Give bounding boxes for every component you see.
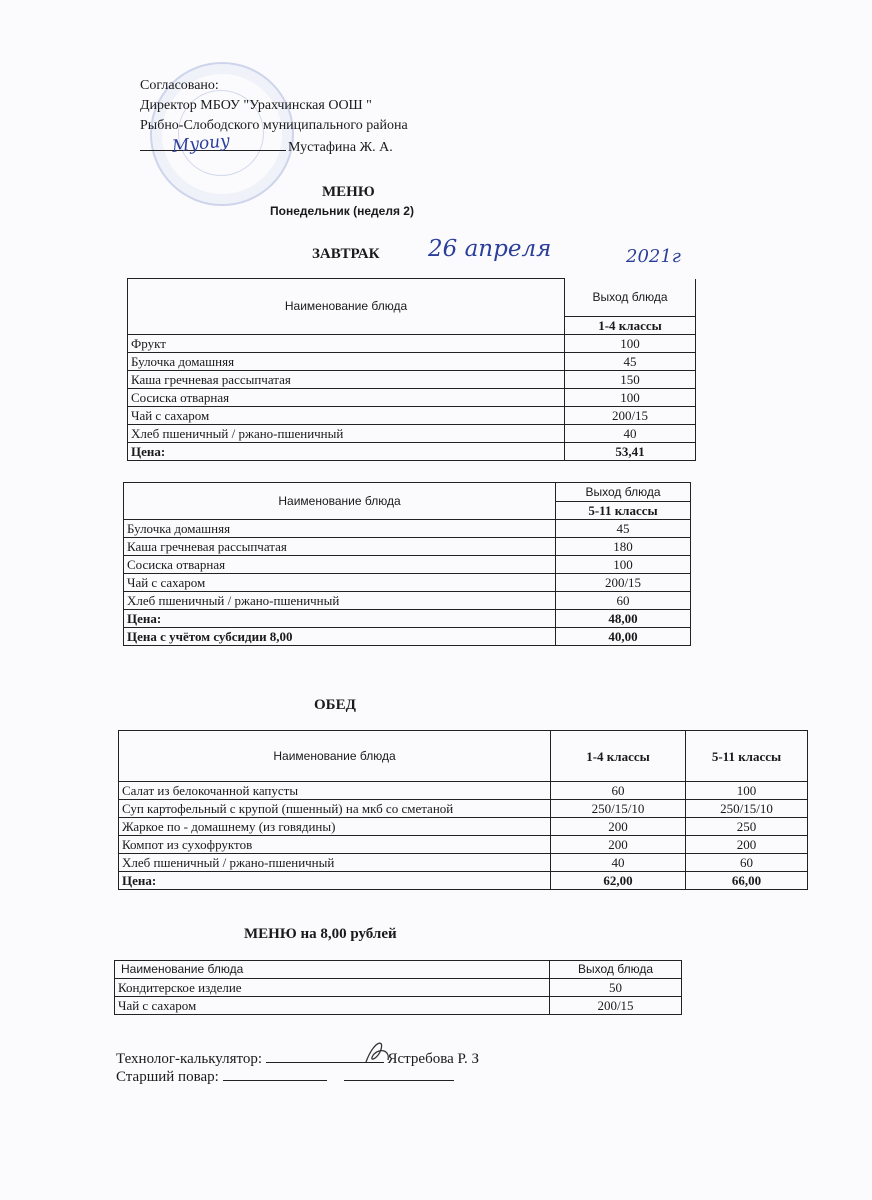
lunch-table xyxy=(118,730,808,890)
approval-title: Согласовано: xyxy=(140,78,219,93)
col-header-dish: Наименование блюда xyxy=(119,731,551,782)
table-row: Сосиска отварная 100 xyxy=(128,389,696,407)
menu8-heading: МЕНЮ на 8,00 рублей xyxy=(244,926,397,942)
approval-district: Рыбно-Слободского муниципального района xyxy=(140,118,408,133)
table-row: Булочка домашняя 45 xyxy=(124,520,691,538)
table-row: Кондитерское изделие 50 xyxy=(115,979,682,997)
technologist-signature-icon xyxy=(360,1036,396,1068)
table-row: Чай с сахаром 200/15 xyxy=(115,997,682,1015)
table-row: Фрукт 100 xyxy=(128,335,696,353)
table-row: Хлеб пшеничный / ржано-пшеничный 40 60 xyxy=(119,854,808,872)
table-row: Чай с сахаром 200/15 xyxy=(128,407,696,425)
table-row: Компот из сухофруктов 200 200 xyxy=(119,836,808,854)
breakfast-table-5-11 xyxy=(123,482,691,646)
director-name: Мустафина Ж. А. xyxy=(288,140,393,155)
table-row-price: Цена: 53,41 xyxy=(128,443,696,461)
col-header-dish: Наименование блюда xyxy=(128,279,565,335)
breakfast-heading: ЗАВТРАК xyxy=(312,246,380,262)
table-row-subsidy: Цена с учётом субсидии 8,00 40,00 xyxy=(124,628,691,646)
technologist-name: Ястребова Р. З xyxy=(387,1051,479,1067)
table-row: Булочка домашняя 45 xyxy=(128,353,696,371)
breakfast-table-1-4 xyxy=(127,278,696,461)
col-header-yield: Выход блюда xyxy=(550,961,682,979)
col-header-yield: Выход блюда xyxy=(556,483,691,502)
lunch-heading: ОБЕД xyxy=(314,697,356,713)
menu8-table xyxy=(114,960,682,1015)
price-value: 40,00 xyxy=(556,628,691,646)
menu-title: МЕНЮ xyxy=(322,184,375,200)
col-header-dish: Наименование блюда xyxy=(115,961,550,979)
col-header-1-4: 1-4 классы xyxy=(551,731,686,782)
table-row-price: Цена: 62,00 66,00 xyxy=(119,872,808,890)
table-row: Хлеб пшеничный / ржано-пшеничный 40 xyxy=(128,425,696,443)
director-signature: Myouy xyxy=(171,131,231,157)
table-row: Сосиска отварная 100 xyxy=(124,556,691,574)
table-row: Каша гречневая рассыпчатая 150 xyxy=(128,371,696,389)
table-row: Суп картофельный с крупой (пшенный) на мкб со сметаной 250/15/10 250/15/10 xyxy=(119,800,808,818)
table-row: Каша гречневая рассыпчатая 180 xyxy=(124,538,691,556)
price-value: 53,41 xyxy=(565,443,696,461)
table-row: Хлеб пшеничный / ржано-пшеничный 60 xyxy=(124,592,691,610)
price-value-5-11: 66,00 xyxy=(686,872,808,890)
table-row: Чай с сахаром 200/15 xyxy=(124,574,691,592)
chef-line xyxy=(116,1068,454,1086)
technologist-label: Технолог-калькулятор: xyxy=(116,1051,263,1067)
col-header-yield: Выход блюда xyxy=(565,279,696,317)
chef-name-line xyxy=(344,1068,454,1081)
table-row: Жаркое по - домашнему (из говядины) 200 250 xyxy=(119,818,808,836)
menu-subtitle: Понедельник (неделя 2) xyxy=(270,204,414,218)
col-header-dish: Наименование блюда xyxy=(124,483,556,520)
handwritten-year: 2021г xyxy=(626,246,681,267)
table-row: Цена: 48,00 xyxy=(124,610,691,628)
handwritten-date: 26 апреля xyxy=(428,236,552,262)
class-label: 5-11 классы xyxy=(556,502,691,520)
table-row: Салат из белокочанной капусты 60 100 xyxy=(119,782,808,800)
chef-signature-line xyxy=(223,1068,327,1081)
chef-label: Старший повар: xyxy=(116,1069,219,1085)
class-label: 1-4 классы xyxy=(565,317,696,335)
approval-director: Директор МБОУ "Урахчинская ООШ " xyxy=(140,98,372,113)
price-value-1-4: 62,00 xyxy=(551,872,686,890)
col-header-5-11: 5-11 классы xyxy=(686,731,808,782)
technologist-line xyxy=(116,1050,479,1068)
